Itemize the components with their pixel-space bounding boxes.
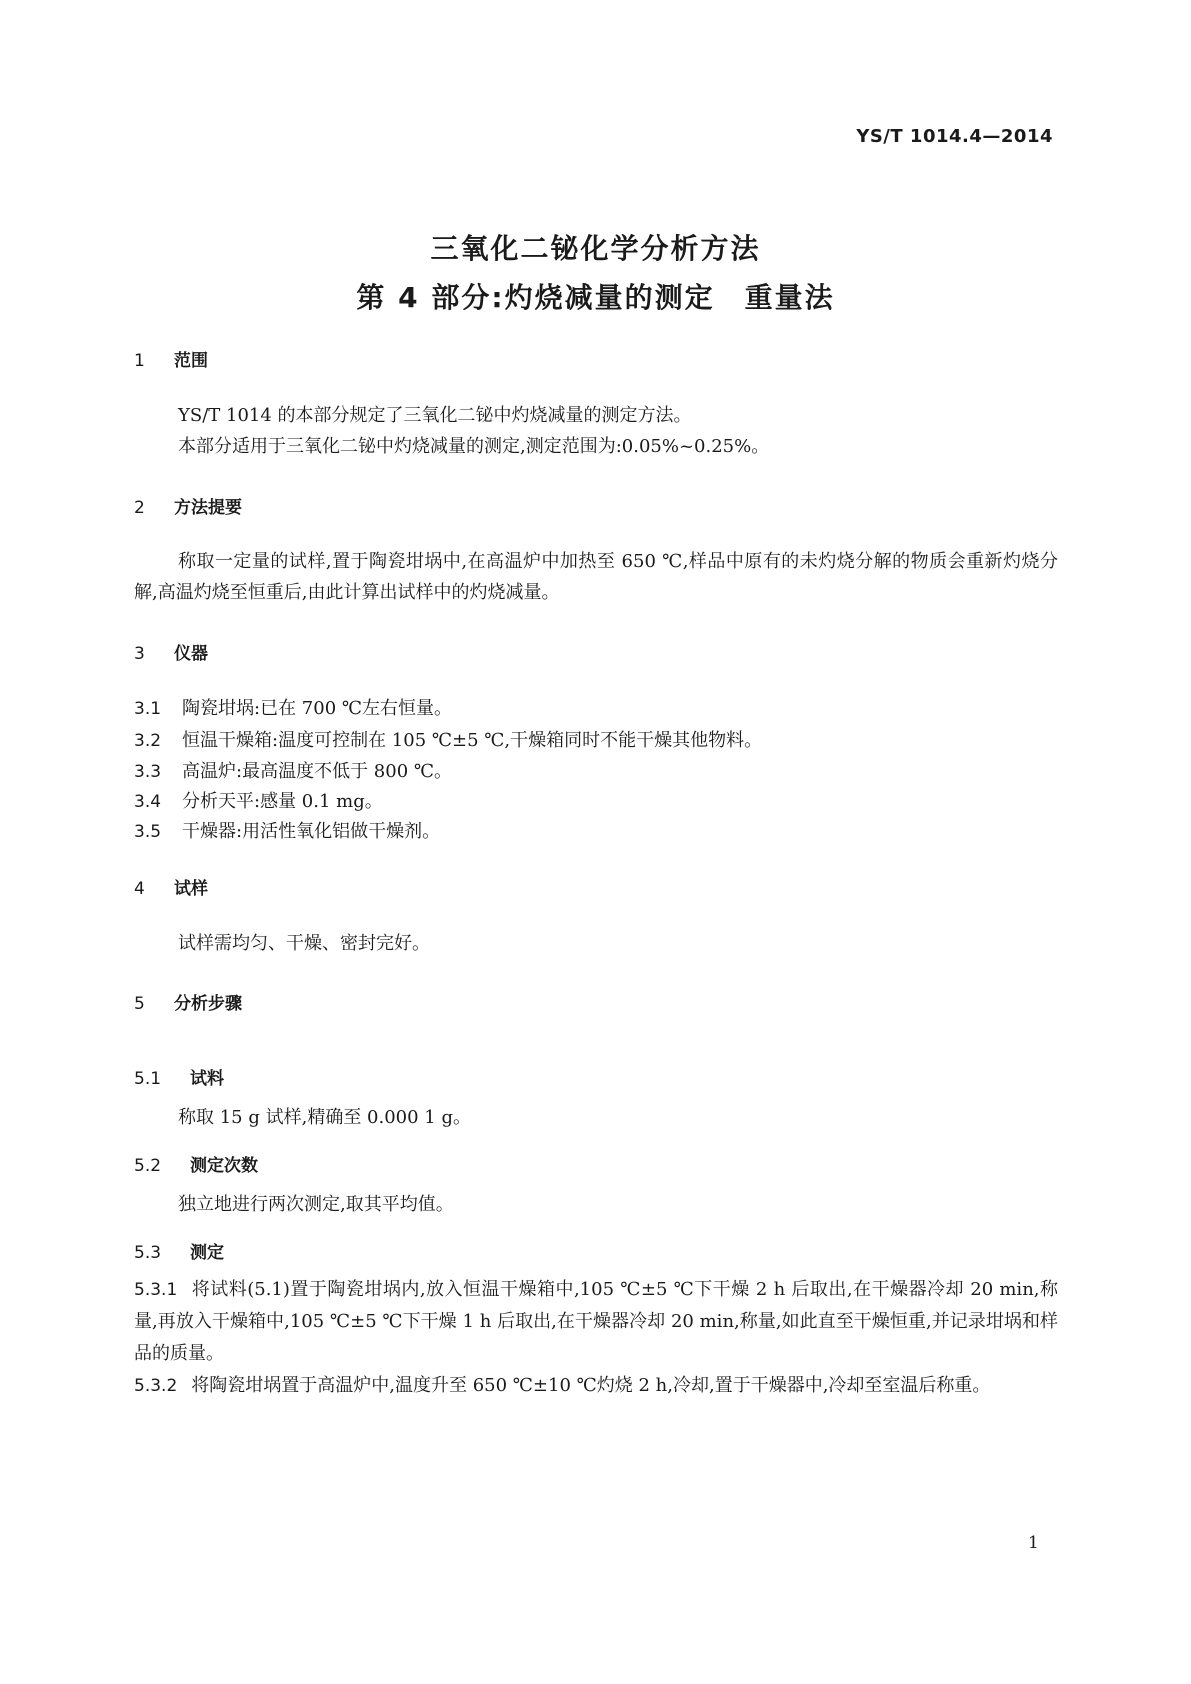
document-title-line2: 第 4 部分:灼烧减量的测定 重量法 (356, 281, 835, 314)
item-number: 3.1 (134, 699, 162, 719)
section-number: 4 (134, 879, 145, 899)
section-title: 分析步骤 (174, 994, 242, 1014)
instrument-item (134, 787, 383, 813)
clause-number: 5.3.2 (134, 1376, 178, 1396)
section-1-paragraph-1: YS/T 1014 的本部分规定了三氧化二铋中灼烧减量的测定方法。 (178, 405, 692, 426)
subsection-5-2-paragraph: 独立地进行两次测定,取其平均值。 (178, 1194, 454, 1215)
section-title: 方法提要 (174, 498, 242, 518)
section-number: 5.3 (134, 1243, 162, 1263)
subsection-5-1-heading (134, 1064, 224, 1089)
instrument-item (134, 817, 440, 843)
instrument-item (134, 726, 762, 752)
section-3-heading (134, 639, 208, 664)
subsection-5-3-heading (134, 1238, 224, 1263)
item-number: 3.3 (134, 762, 162, 782)
section-number: 1 (134, 351, 145, 371)
section-4-heading (134, 874, 208, 899)
item-number: 3.2 (134, 731, 162, 751)
item-text: 陶瓷坩埚:已在 700 ℃左右恒量。 (182, 698, 452, 719)
standard-number: YS/T 1014.4—2014 (856, 126, 1053, 147)
item-text: 恒温干燥箱:温度可控制在 105 ℃±5 ℃,干燥箱同时不能干燥其他物料。 (182, 730, 763, 751)
item-number: 3.5 (134, 822, 162, 842)
instrument-item (134, 694, 452, 720)
section-title: 仪器 (174, 644, 208, 664)
item-text: 干燥器:用活性氧化铝做干燥剂。 (182, 821, 441, 842)
item-text: 高温炉:最高温度不低于 800 ℃。 (182, 761, 452, 782)
instrument-item (134, 757, 452, 783)
section-2-paragraph: 称取一定量的试样,置于陶瓷坩埚中,在高温炉中加热至 650 ℃,样品中原有的未灼烧分解的物质会重新灼烧分解,高温灼烧至恒重后,由此计算出试样中的灼烧减量。 (134, 551, 1058, 603)
section-title: 范围 (174, 351, 208, 371)
section-title: 测定次数 (190, 1156, 258, 1176)
section-2-heading (134, 493, 242, 518)
section-number: 2 (134, 498, 145, 518)
section-number: 5 (134, 994, 145, 1014)
clause-number: 5.3.1 (134, 1280, 178, 1300)
item-text: 分析天平:感量 0.1 mg。 (182, 791, 383, 812)
section-number: 3 (134, 644, 145, 664)
subsection-5-1-paragraph: 称取 15 g 试样,精确至 0.000 1 g。 (178, 1107, 471, 1128)
page-number: 1 (1028, 1533, 1039, 1553)
clause-text: 将陶瓷坩埚置于高温炉中,温度升至 650 ℃±10 ℃灼烧 2 h,冷却,置于干燥器中,冷却至室温后称重。 (191, 1375, 991, 1396)
document-title-line1: 三氧化二铋化学分析方法 (430, 232, 761, 265)
clause-text: 将试料(5.1)置于陶瓷坩埚内,放入恒温干燥箱中,105 ℃±5 ℃下干燥 2 h 后取出,在干燥器冷却 20 min,称量,再放入干燥箱中,105 ℃±5 ℃下干燥 1 h 后取出,在干燥器冷却 20 min,称量,如此直至干燥恒重,并记录坩埚和样品的质量。 (134, 1279, 1058, 1364)
section-number: 5.2 (134, 1156, 162, 1176)
subsection-5-2-heading (134, 1151, 258, 1176)
section-5-heading (134, 989, 242, 1014)
section-title: 测定 (190, 1243, 224, 1263)
section-title: 试样 (174, 879, 208, 899)
section-1-paragraph-2: 本部分适用于三氧化二铋中灼烧减量的测定,测定范围为:0.05%~0.25%。 (178, 436, 770, 457)
section-title: 试料 (190, 1069, 224, 1089)
section-1-heading (134, 346, 208, 371)
section-number: 5.1 (134, 1069, 162, 1089)
section-4-paragraph: 试样需均匀、干燥、密封完好。 (178, 933, 430, 954)
clause-5-3-2 (134, 1370, 1058, 1402)
item-number: 3.4 (134, 792, 162, 812)
clause-5-3-1 (134, 1274, 1058, 1370)
